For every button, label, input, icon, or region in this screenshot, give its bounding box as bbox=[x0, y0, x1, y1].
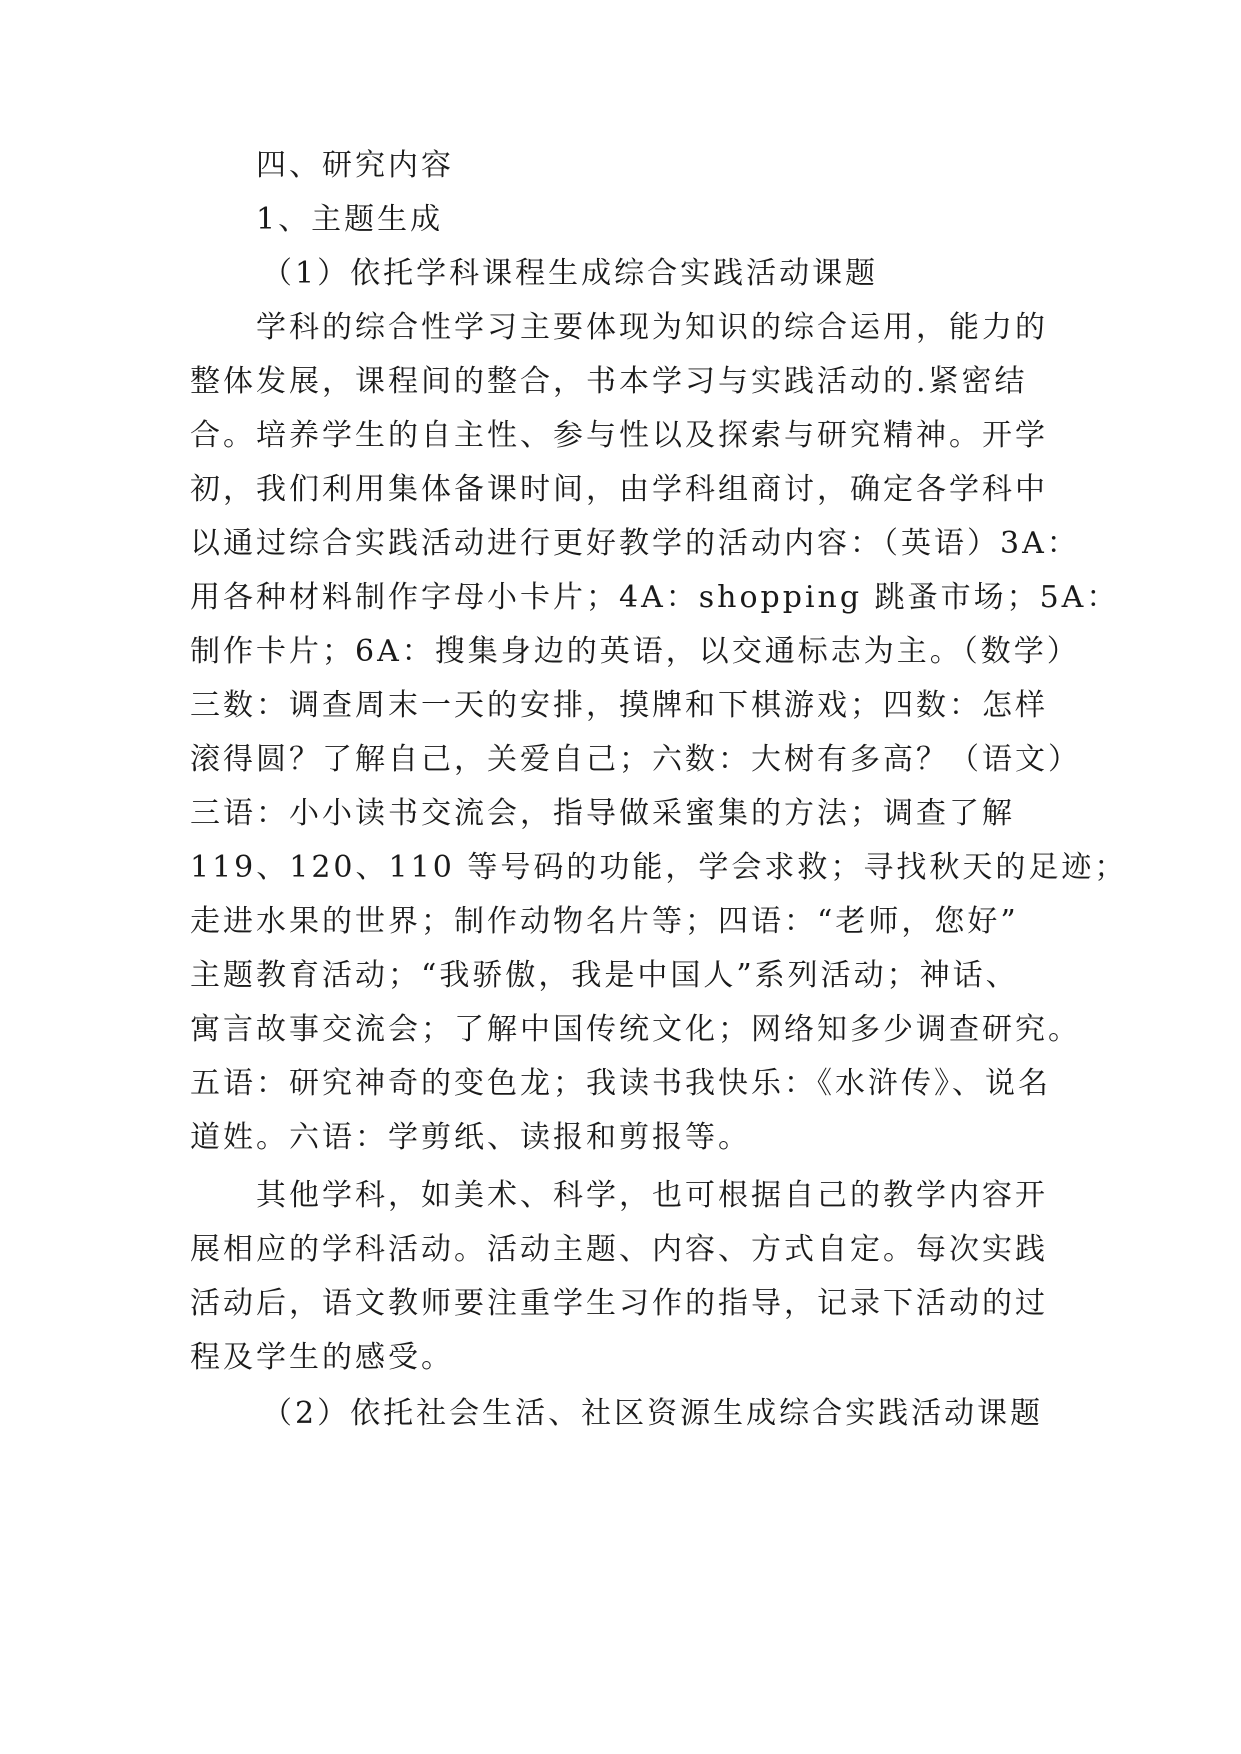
paragraph-line: 整体发展，课程间的整合，书本学习与实践活动的.紧密结 bbox=[190, 364, 1028, 399]
paragraph-line: 三语：小小读书交流会，指导做采蜜集的方法；调查了解 bbox=[190, 796, 1015, 831]
paragraph-line: 学科的综合性学习主要体现为知识的综合运用，能力的 bbox=[256, 310, 1048, 345]
paragraph-line: 用各种材料制作字母小卡片；4A：shopping 跳蚤市场；5A： bbox=[190, 580, 1120, 615]
paragraph-line: 走进水果的世界；制作动物名片等；四语：“老师，您好” bbox=[190, 904, 1019, 939]
paragraph-line: 初，我们利用集体备课时间，由学科组商讨，确定各学科中 bbox=[190, 472, 1048, 507]
paragraph-line: 制作卡片；6A：搜集身边的英语，以交通标志为主。（数学） bbox=[190, 634, 1080, 669]
paragraph-line: 活动后，语文教师要注重学生习作的指导，记录下活动的过 bbox=[190, 1286, 1048, 1321]
paragraph-line: 三数：调查周末一天的安排，摸牌和下棋游戏；四数：怎样 bbox=[190, 688, 1048, 723]
paragraph-line: 程及学生的感受。 bbox=[190, 1340, 454, 1375]
paragraph-line: 五语：研究神奇的变色龙；我读书我快乐：《水浒传》、说名 bbox=[190, 1066, 1051, 1101]
paragraph-line: 道姓。六语：学剪纸、读报和剪报等。 bbox=[190, 1120, 751, 1155]
paragraph-line: 主题教育活动；“我骄傲，我是中国人”系列活动；神话、 bbox=[190, 958, 1019, 993]
paragraph-line: 滚得圆？了解自己，关爱自己；六数：大树有多高？（语文） bbox=[190, 742, 1081, 777]
paragraph-line: 以通过综合实践活动进行更好教学的活动内容：（英语）3A： bbox=[190, 526, 1080, 561]
paragraph-line: 展相应的学科活动。活动主题、内容、方式自定。每次实践 bbox=[190, 1232, 1048, 1267]
item-2-title: （2）依托社会生活、社区资源生成综合实践活动课题 bbox=[262, 1396, 1044, 1431]
paragraph-line: 119、120、110 等号码的功能，学会求救；寻找秋天的足迹； bbox=[190, 850, 1128, 885]
paragraph-line: 寓言故事交流会；了解中国传统文化；网络知多少调查研究。 bbox=[190, 1012, 1081, 1047]
subsection-title: 1、主题生成 bbox=[256, 202, 444, 237]
section-title: 四、研究内容 bbox=[256, 148, 454, 183]
item-1-title: （1）依托学科课程生成综合实践活动课题 bbox=[262, 256, 879, 291]
paragraph-line: 合。培养学生的自主性、参与性以及探索与研究精神。开学 bbox=[190, 418, 1048, 453]
paragraph-line: 其他学科，如美术、科学，也可根据自己的教学内容开 bbox=[256, 1178, 1048, 1213]
